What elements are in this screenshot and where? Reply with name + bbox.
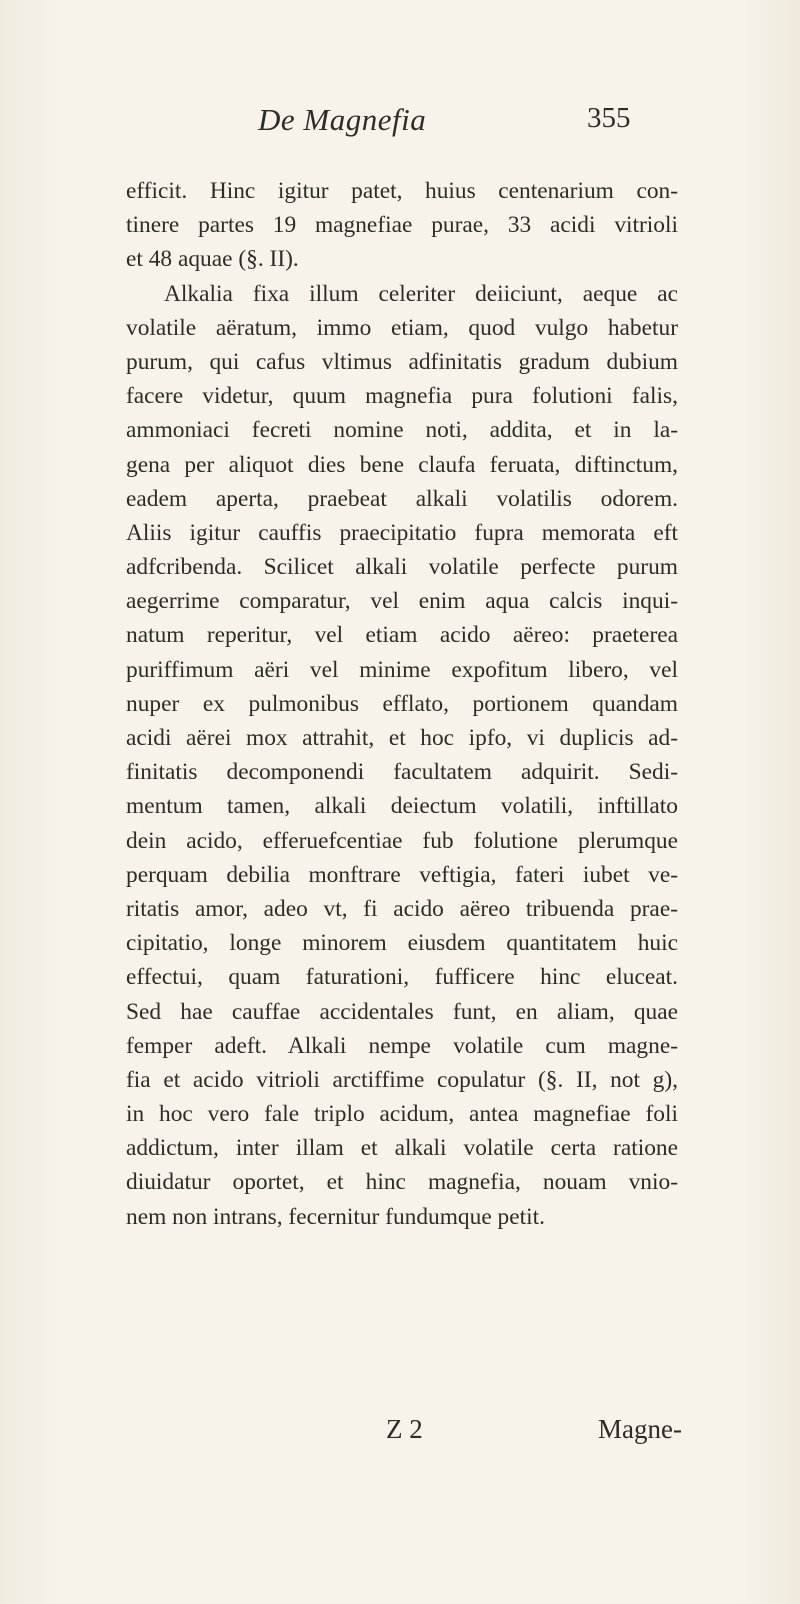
text-line: aegerrime comparatur, vel enim aqua calcis inqui- (126, 588, 678, 615)
text-line: Alkalia fixa illum celeriter deiiciunt, aeque ac (164, 280, 678, 307)
text-line: addictum, inter illam et alkali volatile certa ratione (126, 1135, 678, 1162)
page-header (0, 100, 800, 150)
text-line: ritatis amor, adeo vt, fi acido aëreo tribuenda prae- (126, 895, 678, 922)
page-footer (0, 1414, 800, 1458)
text-line: Sed hae cauffae accidentales funt, en aliam, quae (126, 998, 678, 1025)
text-line: perquam debilia monftrare veftigia, fateri iubet ve- (126, 861, 678, 888)
signature-mark: Z 2 (386, 1414, 423, 1444)
text-line: nuper ex pulmonibus efflato, portionem quandam (126, 690, 678, 717)
text-line: dein acido, efferuefcentiae fub folutione plerumque (126, 827, 678, 854)
text-line: Aliis igitur cauffis praecipitatio fupra memorata eft (126, 519, 678, 546)
text-line: adfcribenda. Scilicet alkali volatile perfecte purum (126, 554, 678, 581)
text-line: et 48 aquae (§. II). (126, 246, 299, 273)
text-line: mentum tamen, alkali deiectum volatili, inftillato (126, 793, 678, 820)
text-line: ammoniaci fecreti nomine noti, addita, et in la- (126, 417, 678, 444)
text-line: eadem aperta, praebeat alkali volatilis odorem. (126, 485, 678, 512)
text-line: volatile aëratum, immo etiam, quod vulgo habetur (126, 314, 678, 341)
text-line: gena per aliquot dies bene claufa feruata, diftinctum, (126, 451, 678, 478)
text-line: finitatis decomponendi facultatem adquirit. Sedi- (126, 759, 678, 786)
text-line: effectui, quam faturationi, fufficere hinc eluceat. (126, 964, 678, 991)
body-text (126, 174, 678, 1234)
text-line: diuidatur oportet, et hinc magnefia, nouam vnio- (126, 1169, 678, 1196)
page-number: 355 (587, 102, 631, 134)
catchword: Magne- (598, 1414, 682, 1444)
text-line: purum, qui cafus vltimus adfinitatis gradum dubium (126, 348, 678, 375)
text-line: natum reperitur, vel etiam acido aëreo: praeterea (126, 622, 678, 649)
text-line: facere videtur, quum magnefia pura folutioni falis, (126, 383, 678, 410)
text-line: efficit. Hinc igitur patet, huius centenarium con- (126, 178, 678, 204)
text-line: femper adeft. Alkali nempe volatile cum magne- (126, 1032, 678, 1059)
text-line: acidi aërei mox attrahit, et hoc ipfo, vi duplicis ad- (126, 725, 678, 751)
text-line: puriffimum aëri vel minime expofitum libero, vel (126, 656, 678, 683)
text-line: nem non intrans, fecernitur fundumque petit. (126, 1203, 545, 1230)
text-line: in hoc vero fale triplo acidum, antea magnefiae foli (126, 1101, 678, 1128)
text-line: fia et acido vitrioli arctiffime copulatur (§. II, not g), (126, 1066, 678, 1093)
text-line: cipitatio, longe minorem eiusdem quantitatem huic (126, 930, 678, 957)
text-line: tinere partes 19 magnefiae purae, 33 acidi vitrioli (126, 212, 678, 239)
running-title: De Magnefia (258, 102, 427, 137)
